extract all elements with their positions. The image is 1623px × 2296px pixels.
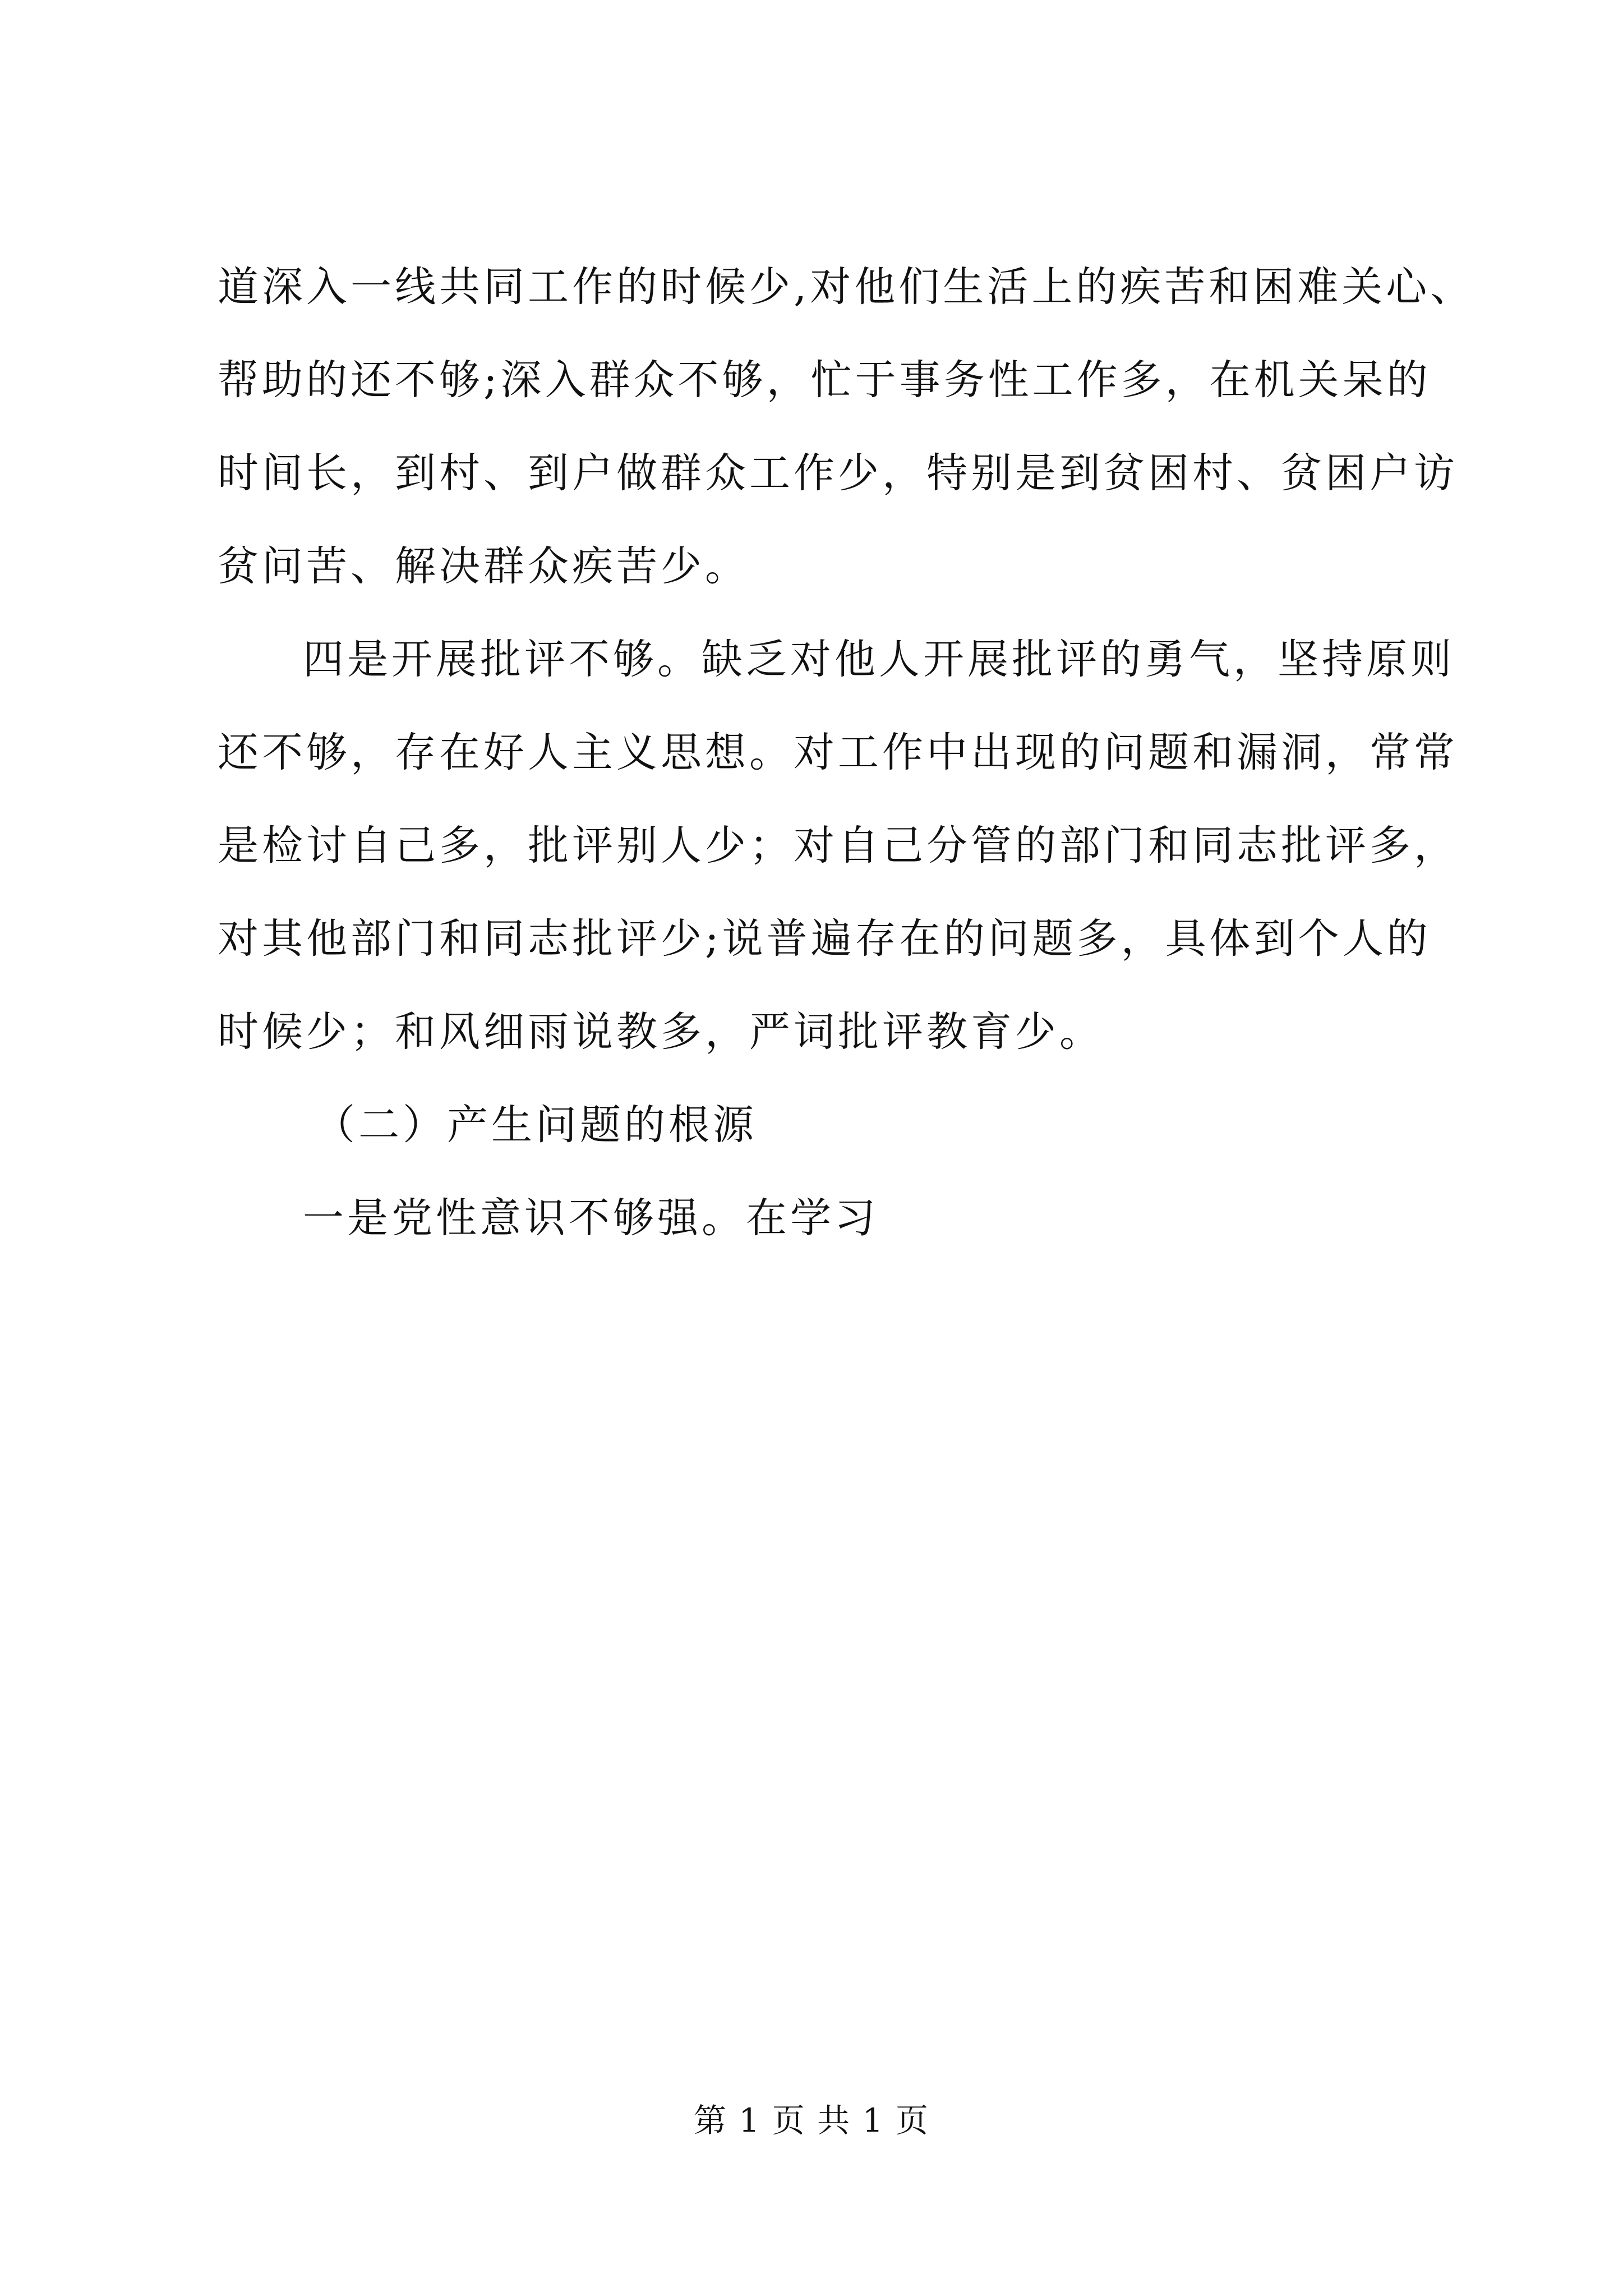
paragraph-line: 四是开展批评不够。缺乏对他人开展批评的勇气，坚持原则 bbox=[303, 636, 1455, 683]
paragraph-line: 是检讨自己多，批评别人少；对自己分管的部门和同志批评多， bbox=[218, 822, 1458, 869]
section-heading: （二）产生问题的根源 bbox=[314, 1101, 757, 1149]
page-footer: 第 1 页 共 1 页 bbox=[694, 2101, 929, 2139]
paragraph-line: 时间长，到村、到户做群众工作少，特别是到贫困村、贫困户访 bbox=[218, 449, 1458, 497]
paragraph-line: 帮助的还不够;深入群众不够，忙于事务性工作多，在机关呆的 bbox=[218, 356, 1431, 404]
paragraph-line: 时候少；和风细雨说教多，严词批评教育少。 bbox=[218, 1008, 1104, 1056]
paragraph-line: 贫问苦、解决群众疾苦少。 bbox=[218, 542, 749, 590]
paragraph-line: 还不够，存在好人主义思想。对工作中出现的问题和漏洞，常常 bbox=[218, 729, 1458, 776]
paragraph-line: 道深入一线共同工作的时候少,对他们生活上的疾苦和困难关心、 bbox=[218, 263, 1475, 311]
paragraph-line: 一是党性意识不够强。在学习 bbox=[303, 1194, 879, 1242]
paragraph-line: 对其他部门和同志批评少;说普遍存在的问题多，具体到个人的 bbox=[218, 915, 1431, 963]
